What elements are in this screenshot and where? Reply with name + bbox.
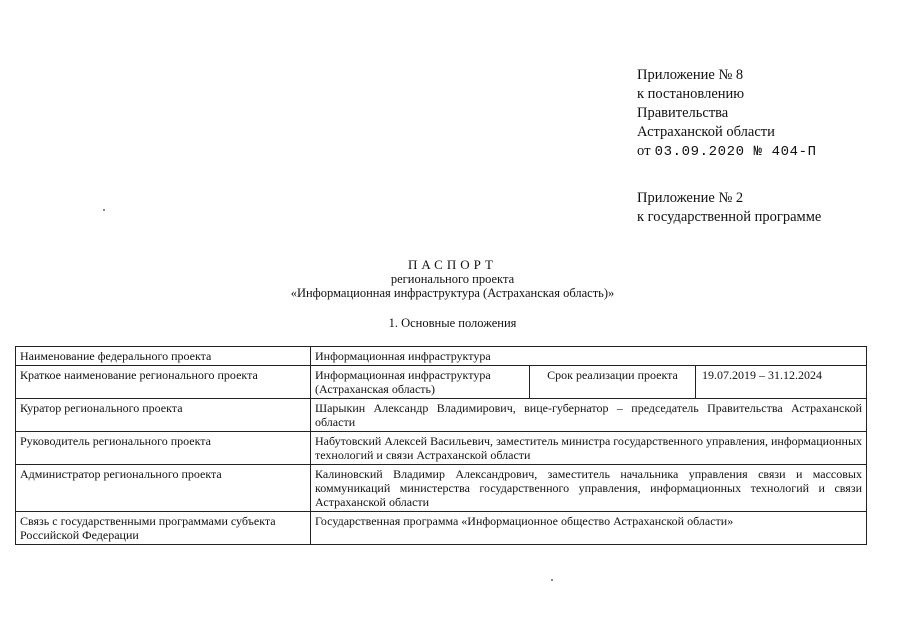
term-value: 19.07.2019 – 31.12.2024 [695,366,862,398]
appendix-2-block [637,189,821,227]
appendix-8-line-4: Астраханской области [637,124,775,140]
row-value: Набутовский Алексей Васильевич, заместитель министра государственного управления, информационных технологий и связи Астраханской области [311,432,867,465]
table-row [16,366,867,399]
project-name: «Информационная инфраструктура (Астраханская область)» [290,286,615,300]
row-value: Шарыкин Александр Владимирович, вице-губернатор – председатель Правительства Астраханской области [311,399,867,432]
row-label: Руководитель регионального проекта [16,432,311,465]
scan-speck [103,209,105,211]
row-value: Государственная программа «Информационное общество Астраханской области» [311,512,867,545]
row-label: Куратор регионального проекта [16,399,311,432]
passport-heading: ПАСПОРТ [408,257,497,272]
decree-line [637,142,817,162]
term-label: Срок реализации проекта [529,366,695,398]
row-label: Связь с государственными программами субъекта Российской Федерации [16,512,311,545]
short-name-line-1: Информационная инфраструктура [315,368,491,382]
decree-prefix: от [637,143,651,159]
appendix-8-block [637,66,817,162]
appendix-8-line-3: Правительства [637,105,729,121]
row-value [311,366,867,399]
table-row [16,432,867,465]
row-label: Наименование федерального проекта [16,347,311,366]
table-row [16,347,867,366]
appendix-8-title: Приложение № 8 [637,67,744,83]
main-provisions-table [15,346,867,545]
decree-number: 03.09.2020 № 404-П [654,144,817,160]
appendix-2-line-2: к государственной программе [637,209,822,225]
row-value: Информационная инфраструктура [311,347,867,366]
passport-subtitle: регионального проекта [390,272,515,286]
row-label: Администратор регионального проекта [16,465,311,512]
section-heading: 1. Основные положения [388,316,517,330]
appendix-8-line-2: к постановлению [637,86,745,102]
table-row [16,465,867,512]
appendix-2-title: Приложение № 2 [637,190,744,206]
document-title [0,258,905,300]
table-row [16,399,867,432]
short-name-line-2: (Астраханская область) [315,382,435,396]
short-name-value [315,368,529,396]
table-row [16,512,867,545]
row-label: Краткое наименование регионального проекта [16,366,311,399]
scan-speck [551,579,553,581]
row-value: Калиновский Владимир Александрович, заместитель начальника управления связи и массовых коммуникаций министерства государственного управления, информационных технологий и связи Астраханской области [311,465,867,512]
